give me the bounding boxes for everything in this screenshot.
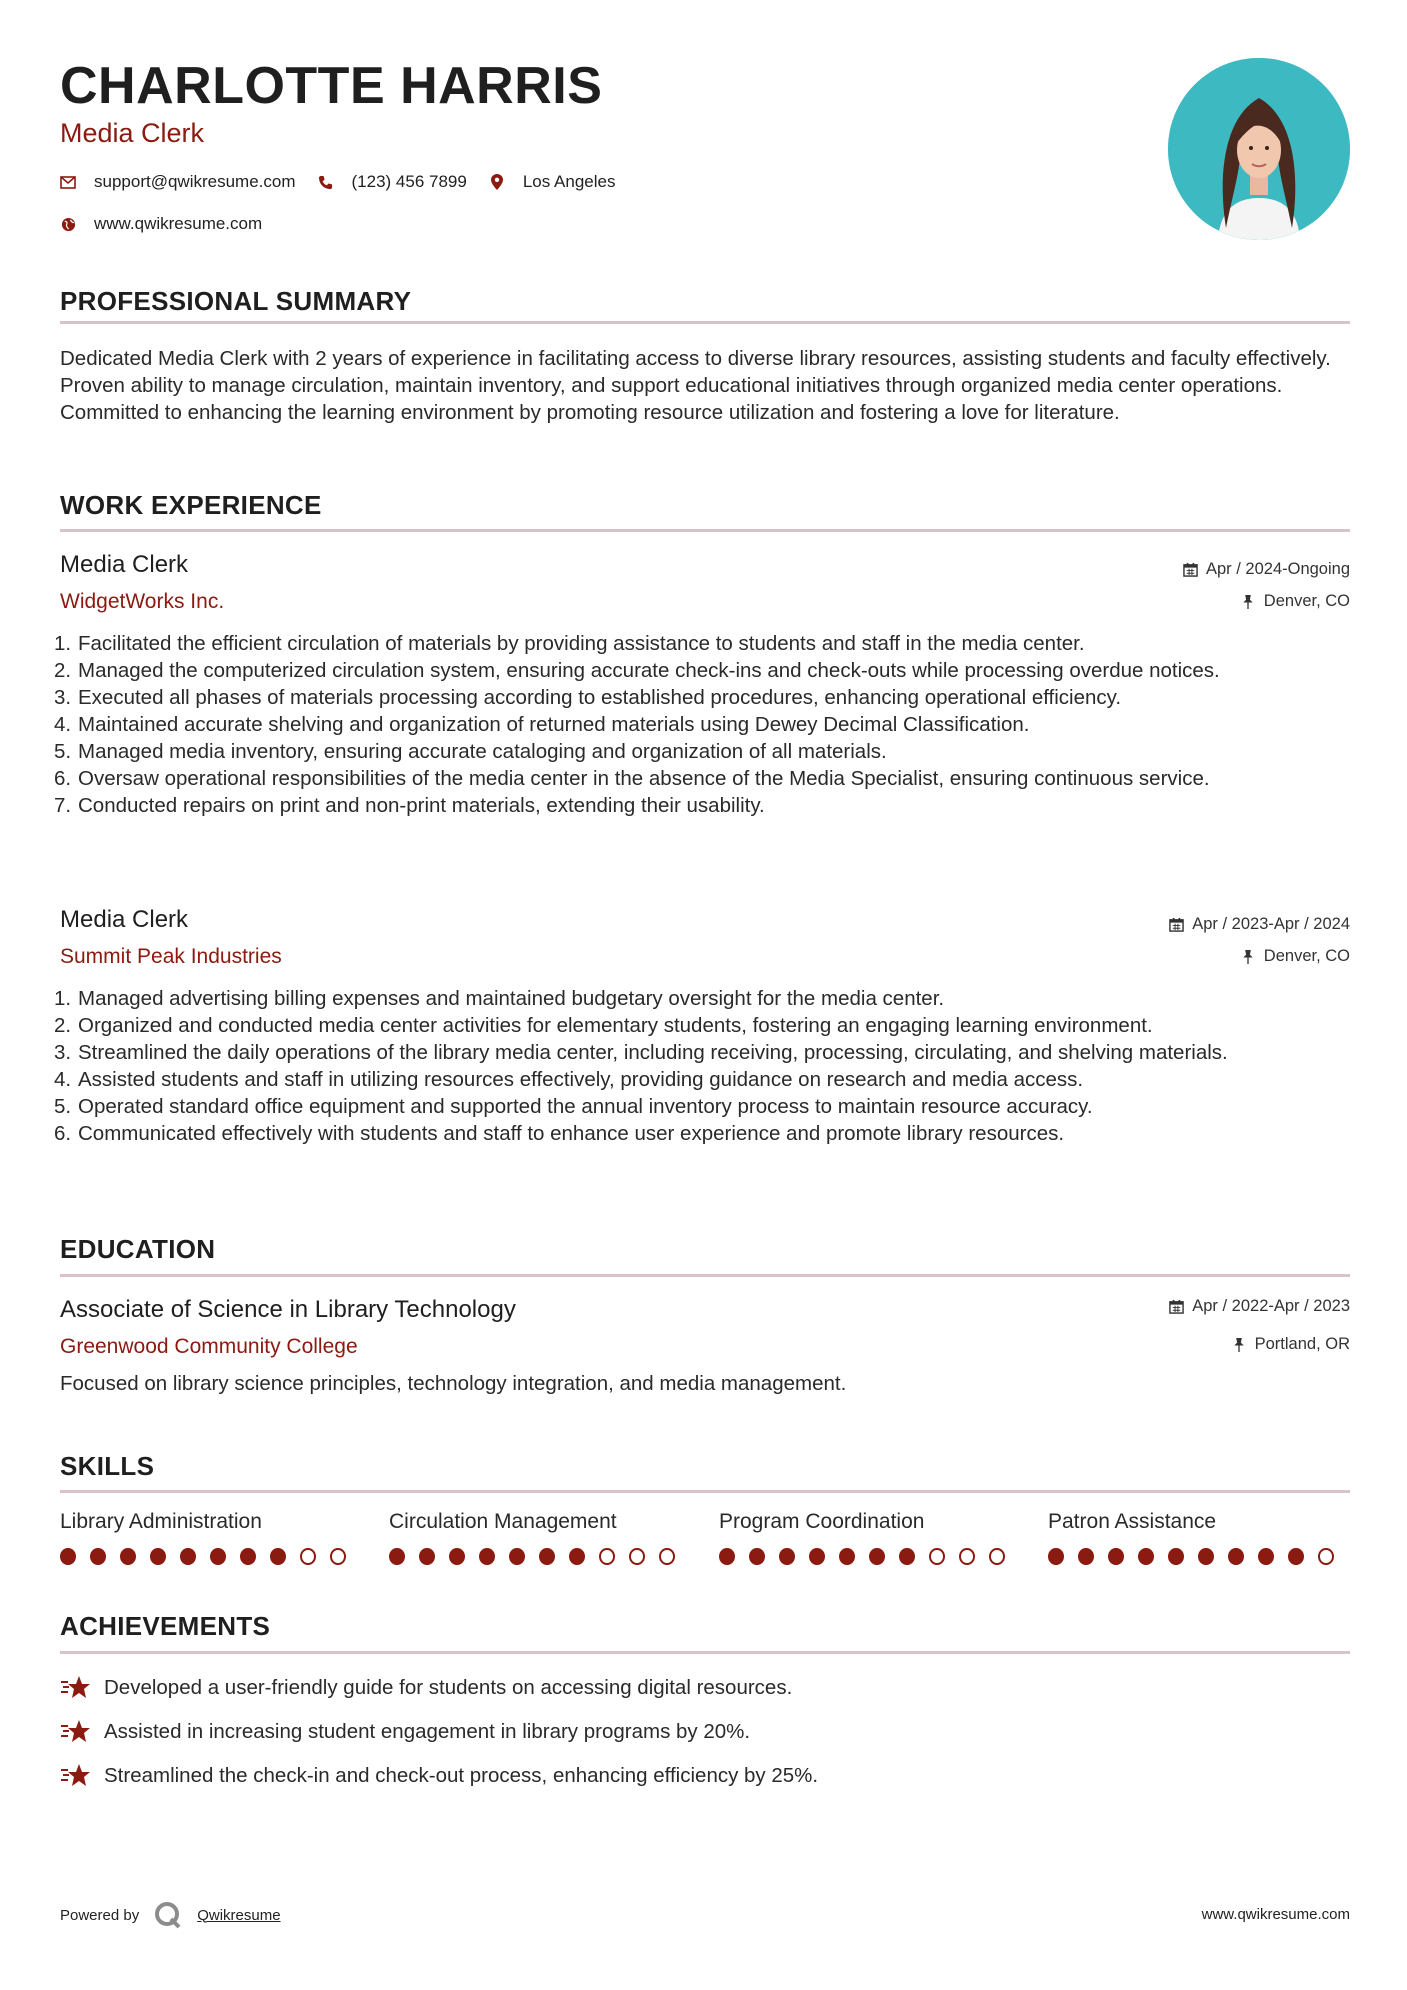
- rating-dot-empty: [1318, 1548, 1334, 1565]
- rating-dot-empty: [929, 1548, 945, 1565]
- skill-rating: [60, 1548, 360, 1565]
- rating-dot-empty: [330, 1548, 346, 1565]
- experience-heading: WORK EXPERIENCE: [60, 490, 322, 520]
- rating-dot-filled: [479, 1548, 495, 1565]
- job-company: WidgetWorks Inc.: [60, 590, 225, 613]
- list-item: 6. Communicated effectively with students and staff to enhance user experience and promote library resources.: [54, 1122, 1065, 1145]
- rating-dot-filled: [839, 1548, 855, 1565]
- rating-dot-filled: [569, 1548, 585, 1565]
- contact-location: [489, 172, 616, 192]
- rating-dot-empty: [989, 1548, 1005, 1565]
- education-location: [1232, 1335, 1350, 1354]
- calendar-icon: [1169, 1299, 1184, 1314]
- star-award-icon: [60, 1718, 92, 1746]
- contact-phone[interactable]: [318, 172, 467, 192]
- education-location-text: Portland, OR: [1254, 1335, 1350, 1353]
- list-item: 6. Oversaw operational responsibilities of the media center in the absence of the Media Specialist, ensuring continuous service.: [54, 767, 1210, 790]
- map-pin-icon: [489, 174, 505, 190]
- list-item: 7. Conducted repairs on print and non-print materials, extending their usability.: [54, 794, 765, 817]
- rating-dot-filled: [809, 1548, 825, 1565]
- skill-rating: [719, 1548, 1019, 1565]
- education-heading: EDUCATION: [60, 1234, 216, 1264]
- divider: [60, 1651, 1350, 1654]
- list-number: 1.: [54, 987, 72, 1010]
- powered-by-label: Powered by: [60, 1906, 140, 1924]
- footer-powered-by: [60, 1900, 281, 1930]
- list-number: 4.: [54, 1068, 72, 1091]
- divider: [60, 529, 1350, 532]
- candidate-role: Media Clerk: [60, 118, 205, 148]
- job-location: [1241, 947, 1350, 966]
- list-number: 3.: [54, 686, 72, 709]
- star-award-icon: [60, 1674, 92, 1702]
- star-award-icon: [60, 1762, 92, 1790]
- calendar-icon: [1183, 562, 1198, 577]
- email-text: support@qwikresume.com: [94, 172, 296, 191]
- rating-dot-filled: [1198, 1548, 1214, 1565]
- rating-dot-filled: [719, 1548, 735, 1565]
- list-number: 6.: [54, 767, 72, 790]
- rating-dot-filled: [749, 1548, 765, 1565]
- rating-dot-filled: [210, 1548, 226, 1565]
- contact-row-website: [60, 214, 284, 234]
- skill-item: [719, 1510, 1019, 1565]
- skill-rating: [389, 1548, 689, 1565]
- rating-dot-filled: [1168, 1548, 1184, 1565]
- contact-email[interactable]: [60, 172, 296, 192]
- summary-text: Dedicated Media Clerk with 2 years of experience in facilitating access to diverse library resources, assisting students and faculty effectively. Proven ability to manage circulation, maintain inventory, and support educational initiatives through organized media center operations. Committed to enhancing the learning environment by promoting resource utilization and fostering a love for literature.: [60, 347, 1331, 424]
- list-item: 1. Facilitated the efficient circulation of materials by providing assistance to students and staff in the media center.: [54, 632, 1085, 655]
- list-item: 4. Maintained accurate shelving and organization of returned materials using Dewey Decimal Classification.: [54, 713, 1030, 736]
- qwikresume-logo-icon: [153, 1900, 183, 1930]
- list-item: 5. Managed media inventory, ensuring accurate cataloging and organization of all materials.: [54, 740, 887, 763]
- rating-dot-filled: [899, 1548, 915, 1565]
- achievement-text: Assisted in increasing student engagement in library programs by 20%.: [104, 1720, 751, 1743]
- job-dates: [1169, 915, 1350, 934]
- skill-item: [389, 1510, 689, 1565]
- globe-icon: [60, 216, 76, 232]
- rating-dot-filled: [389, 1548, 405, 1565]
- list-number: 3.: [54, 1041, 72, 1064]
- rating-dot-filled: [779, 1548, 795, 1565]
- rating-dot-filled: [1078, 1548, 1094, 1565]
- rating-dot-filled: [869, 1548, 885, 1565]
- list-item: 5. Operated standard office equipment and supported the annual inventory process to maintain resource accuracy.: [54, 1095, 1093, 1118]
- education-description: Focused on library science principles, technology integration, and media management.: [60, 1372, 847, 1395]
- job-dates-text: Apr / 2023-Apr / 2024: [1192, 915, 1350, 933]
- education-dates: [1169, 1297, 1350, 1316]
- location-text: Los Angeles: [522, 172, 616, 191]
- achievement-text: Streamlined the check-in and check-out process, enhancing efficiency by 25%.: [104, 1764, 819, 1787]
- job-title: Media Clerk: [60, 551, 189, 578]
- rating-dot-empty: [300, 1548, 316, 1565]
- rating-dot-filled: [180, 1548, 196, 1565]
- divider: [60, 1274, 1350, 1277]
- list-item: 4. Assisted students and staff in utilizing resources effectively, providing guidance on research and media access.: [54, 1068, 1084, 1091]
- pushpin-icon: [1241, 949, 1256, 964]
- list-item: 3. Streamlined the daily operations of the library media center, including receiving, processing, circulating, and shelving materials.: [54, 1041, 1228, 1064]
- phone-text: (123) 456 7899: [351, 172, 467, 191]
- achievement-text: Developed a user-friendly guide for students on accessing digital resources.: [104, 1676, 793, 1699]
- list-item: 2. Managed the computerized circulation system, ensuring accurate check-ins and check-outs while processing overdue notices.: [54, 659, 1220, 682]
- rating-dot-filled: [1228, 1548, 1244, 1565]
- job-title: Media Clerk: [60, 906, 189, 933]
- rating-dot-filled: [539, 1548, 555, 1565]
- job-bullets: [54, 985, 1350, 1147]
- list-number: 7.: [54, 794, 72, 817]
- qwikresume-link[interactable]: Qwikresume: [197, 1906, 281, 1924]
- rating-dot-filled: [1108, 1548, 1124, 1565]
- list-item: 2. Organized and conducted media center activities for elementary students, fostering an engaging learning environment.: [54, 1014, 1153, 1037]
- rating-dot-empty: [959, 1548, 975, 1565]
- phone-icon: [318, 174, 334, 190]
- website-text: www.qwikresume.com: [94, 214, 263, 233]
- contact-website[interactable]: [60, 214, 262, 234]
- divider: [60, 321, 1350, 324]
- list-number: 5.: [54, 1095, 72, 1118]
- rating-dot-filled: [90, 1548, 106, 1565]
- job-company: Summit Peak Industries: [60, 945, 282, 968]
- contact-row: [60, 172, 637, 192]
- list-number: 4.: [54, 713, 72, 736]
- achievement-item: [60, 1718, 750, 1746]
- achievements-heading: ACHIEVEMENTS: [60, 1611, 271, 1641]
- achievement-item: [60, 1674, 792, 1702]
- list-number: 2.: [54, 659, 72, 682]
- skills-heading: SKILLS: [60, 1451, 155, 1481]
- envelope-icon: [60, 174, 76, 190]
- skill-name: Library Administration: [60, 1510, 262, 1533]
- list-number: 6.: [54, 1122, 72, 1145]
- calendar-icon: [1169, 917, 1184, 932]
- rating-dot-filled: [449, 1548, 465, 1565]
- job-dates-text: Apr / 2024-Ongoing: [1205, 560, 1350, 578]
- education-degree: Associate of Science in Library Technology: [60, 1296, 516, 1323]
- rating-dot-filled: [1048, 1548, 1064, 1565]
- rating-dot-filled: [1258, 1548, 1274, 1565]
- list-number: 2.: [54, 1014, 72, 1037]
- achievement-item: [60, 1762, 818, 1790]
- education-dates-text: Apr / 2022-Apr / 2023: [1192, 1297, 1350, 1315]
- job-bullets: [54, 630, 1350, 819]
- rating-dot-filled: [240, 1548, 256, 1565]
- skill-name: Patron Assistance: [1048, 1510, 1217, 1533]
- candidate-name: CHARLOTTE HARRIS: [60, 57, 603, 115]
- rating-dot-filled: [1138, 1548, 1154, 1565]
- rating-dot-filled: [270, 1548, 286, 1565]
- list-item: 3. Executed all phases of materials processing according to established procedures, enhancing operational efficiency.: [54, 686, 1122, 709]
- skill-name: Circulation Management: [389, 1510, 617, 1533]
- list-number: 1.: [54, 632, 72, 655]
- skill-rating: [1048, 1548, 1348, 1565]
- pushpin-icon: [1241, 594, 1256, 609]
- job-dates: [1183, 560, 1350, 579]
- skill-name: Program Coordination: [719, 1510, 925, 1533]
- footer-website[interactable]: www.qwikresume.com: [1201, 1906, 1350, 1923]
- list-item: 1. Managed advertising billing expenses and maintained budgetary oversight for the media center.: [54, 987, 945, 1010]
- job-location: [1241, 592, 1350, 611]
- rating-dot-empty: [599, 1548, 615, 1565]
- job-location-text: Denver, CO: [1263, 947, 1350, 965]
- rating-dot-filled: [120, 1548, 136, 1565]
- divider: [60, 1490, 1350, 1493]
- rating-dot-filled: [150, 1548, 166, 1565]
- rating-dot-empty: [629, 1548, 645, 1565]
- education-school: Greenwood Community College: [60, 1335, 358, 1358]
- rating-dot-empty: [659, 1548, 675, 1565]
- job-location-text: Denver, CO: [1263, 592, 1350, 610]
- list-number: 5.: [54, 740, 72, 763]
- profile-photo: [1168, 58, 1350, 240]
- rating-dot-filled: [1288, 1548, 1304, 1565]
- rating-dot-filled: [419, 1548, 435, 1565]
- skill-item: [1048, 1510, 1348, 1565]
- summary-heading: PROFESSIONAL SUMMARY: [60, 286, 412, 316]
- pushpin-icon: [1232, 1337, 1247, 1352]
- rating-dot-filled: [509, 1548, 525, 1565]
- skill-item: [60, 1510, 360, 1565]
- rating-dot-filled: [60, 1548, 76, 1565]
